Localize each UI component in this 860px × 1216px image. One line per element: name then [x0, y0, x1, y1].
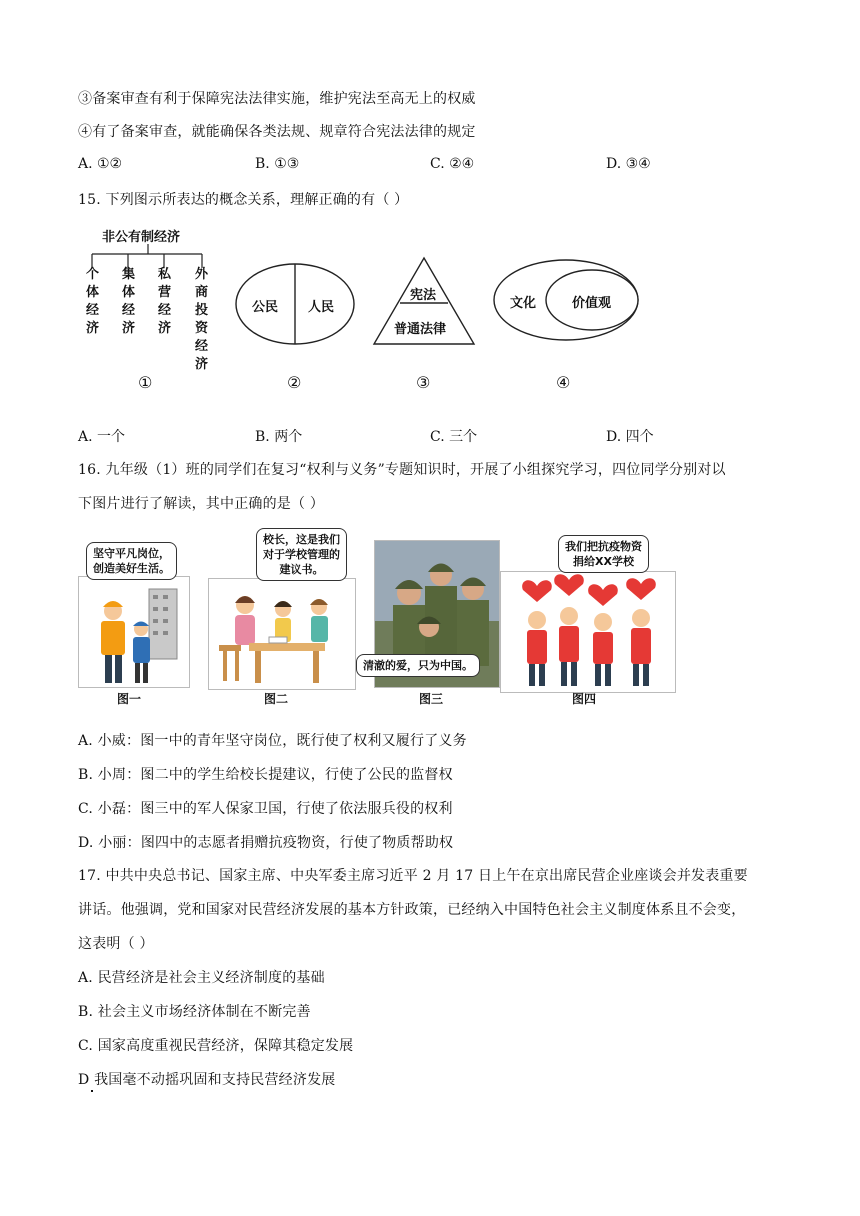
q14-option-c: C. ②④ — [430, 156, 475, 172]
picture-3-caption: 图三 — [419, 692, 444, 706]
q17-option-d: D 我国毫不动摇巩固和支持民营经济发展 — [78, 1072, 336, 1088]
bubble-text: 建议书。 — [279, 563, 324, 576]
q16-option-a: A. 小威：图一中的青年坚守岗位，既行使了权利又履行了义务 — [78, 733, 467, 749]
diagram-1-leaf-collective: 集体经济 — [122, 267, 136, 336]
q17-stem-line-3: 这表明（ ） — [78, 936, 154, 952]
q15-option-c: C. 三个 — [430, 429, 478, 445]
diagram-1-leaf-foreign: 外商投资经济 — [195, 267, 209, 372]
bubble-text: 清澈的爱，只为中国。 — [363, 659, 473, 672]
diagram-1-tree — [80, 222, 220, 392]
diagram-2-split-ellipse — [234, 262, 356, 346]
bubble-text: 坚守平凡岗位， — [93, 547, 170, 560]
q16-option-d: D. 小丽：图四中的志愿者捐赠抗疫物资，行使了物质帮助权 — [78, 835, 454, 851]
bubble-text: 创造美好生活。 — [93, 562, 170, 575]
diagram-3-top-label: 宪法 — [410, 288, 437, 303]
diagram-4-marker: ④ — [556, 373, 571, 392]
diagram-3-marker: ③ — [416, 373, 431, 392]
q17-option-a: A. 民营经济是社会主义经济制度的基础 — [78, 970, 325, 986]
bubble-text: 我们把抗疫物资 — [565, 540, 642, 553]
picture-3 — [363, 540, 500, 690]
q16-stem-line-2: 下图片进行了解读，其中正确的是（ ） — [78, 496, 325, 512]
diagram-2-left-label: 公民 — [252, 300, 279, 315]
diagram-1-leaf-individual: 个体经济 — [86, 267, 100, 336]
diagram-3-triangle — [372, 256, 476, 346]
picture-2 — [208, 528, 356, 690]
q15-option-b: B. 两个 — [255, 429, 303, 445]
picture-2-speech-bubble — [256, 528, 347, 581]
diagram-4-inner-label: 价值观 — [572, 296, 612, 311]
q14-item-4: ④有了备案审查，就能确保各类法规、规章符合宪法法律的规定 — [78, 124, 476, 140]
picture-4 — [500, 535, 676, 695]
diagram-4-outer-label: 文化 — [510, 296, 537, 311]
volunteers-illustration — [501, 572, 675, 692]
students-principal-illustration — [209, 579, 355, 689]
diagram-4-nested-ellipses — [492, 258, 640, 342]
bubble-text: 捐给XX学校 — [573, 555, 634, 568]
q15-stem: 15. 下列图示所表达的概念关系，理解正确的有（ ） — [78, 192, 409, 208]
diagram-1-leaf-private: 私营经济 — [158, 267, 172, 336]
picture-1 — [78, 540, 190, 690]
q16-option-c: C. 小磊：图三中的军人保家卫国，行使了依法服兵役的权利 — [78, 801, 453, 817]
q17-option-b: B. 社会主义市场经济体制在不断完善 — [78, 1004, 311, 1020]
q16-option-b: B. 小周：图二中的学生给校长提建议，行使了公民的监督权 — [78, 767, 453, 783]
q17-stem-line-1: 17. 中共中央总书记、国家主席、中央军委主席习近平 2 月 17 日上午在京出席民营企业座谈会并发表重要 — [78, 868, 748, 884]
picture-4-frame — [500, 571, 676, 693]
q16-stem-line-1: 16. 九年级（1）班的同学们在复习“权利与义务”专题知识时，开展了小组探究学习，四位同学分别对以 — [78, 462, 726, 478]
stray-dot — [91, 1090, 93, 1092]
bubble-text: 校长，这是我们 — [263, 533, 340, 546]
q14-item-3: ③备案审查有利于保障宪法法律实施，维护宪法至高无上的权威 — [78, 91, 476, 107]
q17-stem-line-2: 讲话。他强调，党和国家对民营经济发展的基本方针政策，已经纳入中国特色社会主义制度体系且不会变， — [78, 902, 746, 918]
q14-option-d: D. ③④ — [606, 156, 651, 172]
diagram-1-root: 非公有制经济 — [102, 230, 181, 245]
diagram-2-marker: ② — [287, 373, 302, 392]
picture-3-speech-bubble — [356, 654, 480, 677]
picture-4-caption: 图四 — [572, 692, 597, 706]
q14-option-a: A. ①② — [78, 156, 123, 172]
q17-option-c: C. 国家高度重视民营经济，保障其稳定发展 — [78, 1038, 354, 1054]
picture-2-frame — [208, 578, 356, 690]
diagram-2-right-label: 人民 — [308, 300, 335, 315]
picture-1-speech-bubble — [86, 542, 177, 580]
picture-1-caption: 图一 — [117, 692, 142, 706]
bubble-text: 对于学校管理的 — [263, 548, 340, 561]
picture-4-speech-bubble — [558, 535, 649, 573]
q15-option-d: D. 四个 — [606, 429, 654, 445]
diagram-3-bottom-label: 普通法律 — [394, 322, 447, 337]
worker-illustration — [79, 577, 189, 687]
diagram-1-marker: ① — [138, 373, 153, 392]
picture-1-frame — [78, 576, 190, 688]
q14-option-b: B. ①③ — [255, 156, 300, 172]
q15-option-a: A. 一个 — [78, 429, 126, 445]
picture-2-caption: 图二 — [264, 692, 289, 706]
